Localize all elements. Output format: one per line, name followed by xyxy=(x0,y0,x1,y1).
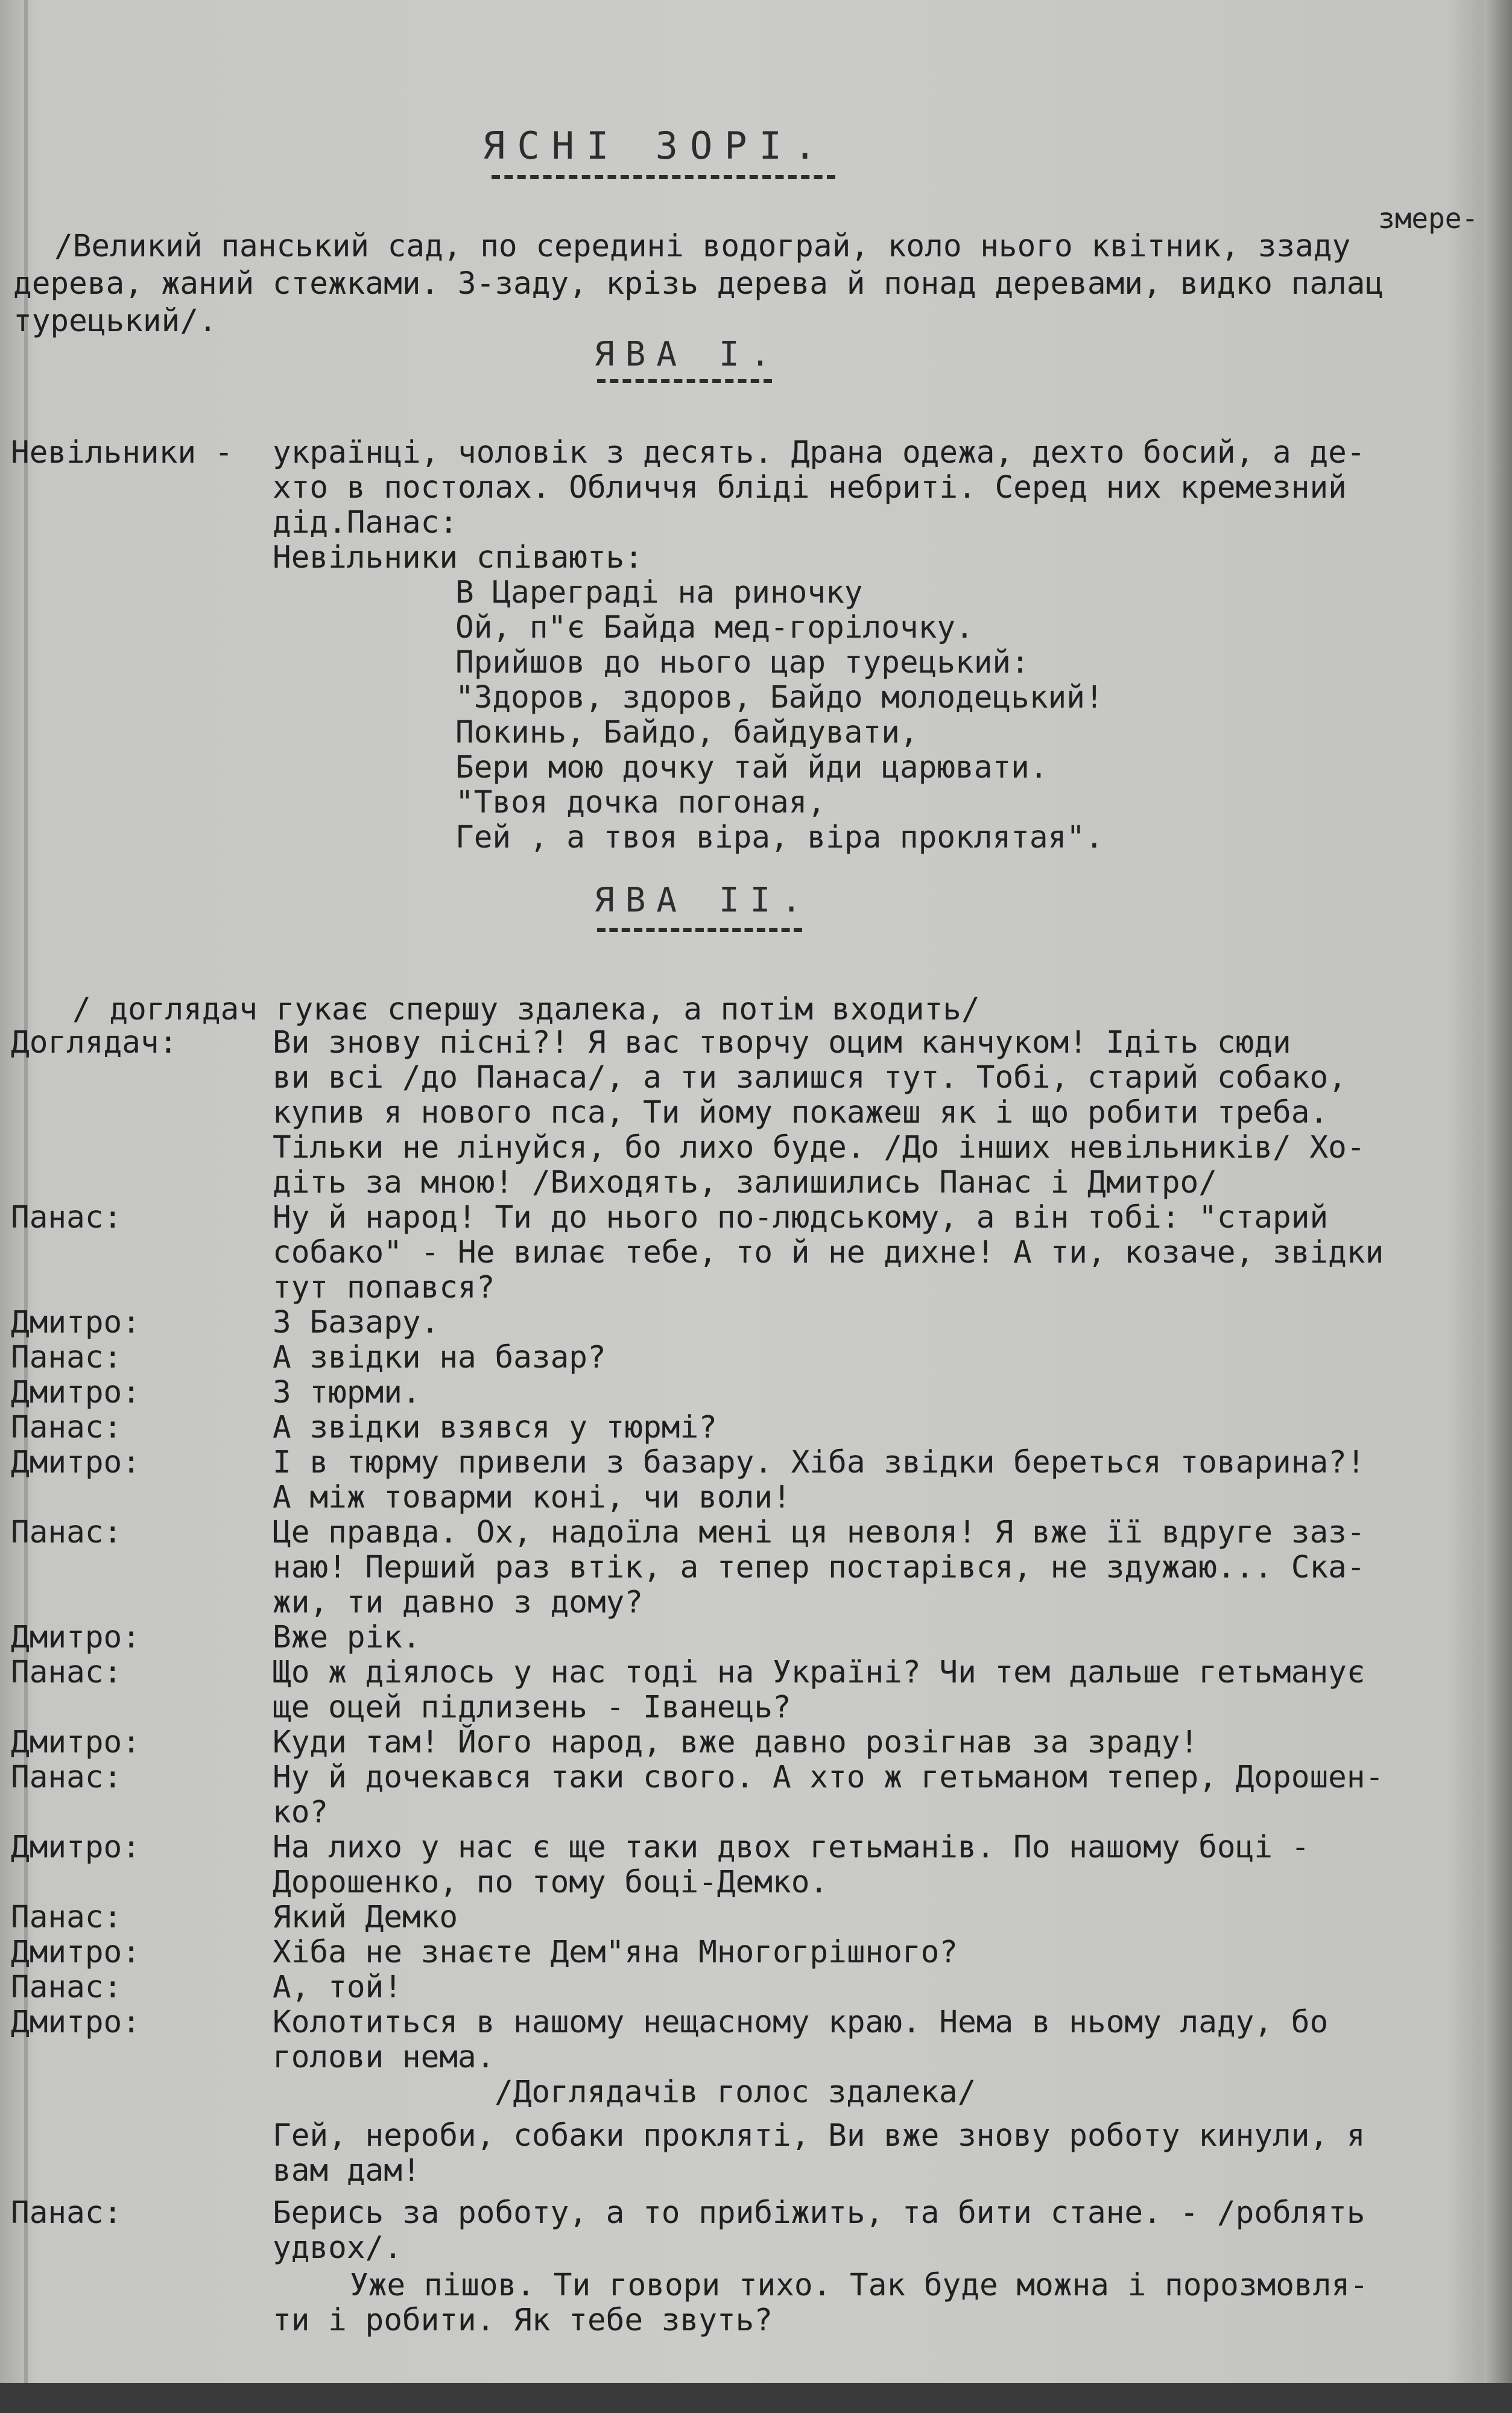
stage-direction-1: / доглядач гукає спершу здалека, а потім входить/ xyxy=(72,992,980,1027)
speech-1-line-5: діть за мною! /Виходять, залишились Панас і Дмитро/ xyxy=(273,1165,1217,1200)
speech-5: З тюрми. xyxy=(273,1375,421,1410)
song-line-1: В Цареграді на риночку xyxy=(455,575,863,610)
speech-1-line-4: Тільки не лінуйся, бо лихо буде. /До інших невільників/ Хо- xyxy=(273,1130,1365,1165)
speech-17-line-2: голови нема. xyxy=(273,2040,495,2075)
speaker-panas: Панас: xyxy=(11,1655,122,1690)
speaker-panas: Панас: xyxy=(11,1900,122,1935)
speech-8-line-2: наю! Перший раз втік, а тепер постарівся, не здужаю... Ска- xyxy=(273,1550,1365,1585)
speech-3: З Базару. xyxy=(273,1305,440,1340)
scene1-underline xyxy=(597,379,772,383)
song-line-5: Покинь, Байдо, байдувати, xyxy=(455,715,919,750)
speech-1-line-2: ви всі /до Панаса/, а ти залишся тут. Тобі, старий собако, xyxy=(273,1060,1347,1096)
speech-7-line-1: І в тюрму привели з базару. Хіба звідки береться товарина?! xyxy=(273,1445,1365,1480)
scene1-desc-3: дід.Панас: xyxy=(273,505,458,541)
speaker-dmytro: Дмитро: xyxy=(11,1725,141,1760)
speaker-dmytro: Дмитро: xyxy=(11,1305,141,1340)
speech-12-line-2: ко? xyxy=(273,1795,329,1830)
speech-12-line-1: Ну й дочекався таки свого. А хто ж гетьманом тепер, Дорошен- xyxy=(273,1760,1384,1795)
song-line-3: Прийшов до нього цар турецький: xyxy=(455,645,1030,680)
scene2-underline xyxy=(597,928,802,932)
speech-1-line-3: купив я нового пса, Ти йому покажеш як і що робити треба. xyxy=(273,1095,1329,1130)
stage-direction-2: /Доглядачів голос здалека/ xyxy=(495,2075,976,2110)
page-bottom-edge xyxy=(0,2383,1512,2413)
scene1-desc-1: українці, чоловік з десять. Драна одежа, дехто босий, а де- xyxy=(273,435,1365,471)
speaker-panas: Панас: xyxy=(11,1760,122,1795)
page-right-edge xyxy=(1484,0,1512,2413)
speech-20-line-1: Уже пішов. Ти говори тихо. Так буде можна і порозмовля- xyxy=(350,2268,1368,2303)
document-title: ЯСНІ ЗОРІ. xyxy=(482,124,829,168)
speech-15: Хіба не знаєте Дем"яна Многогрішного? xyxy=(273,1935,958,1970)
speech-10-line-2: ще оцей підлизень - Іванець? xyxy=(273,1690,791,1725)
speaker-dmytro: Дмитро: xyxy=(11,1830,141,1865)
speech-20-line-2: ти і робити. Як тебе звуть? xyxy=(273,2303,773,2338)
speaker-panas: Панас: xyxy=(11,2195,122,2231)
speech-1-line-1: Ви знову пісні?! Я вас творчу оцим канчуком! Ідіть сюди xyxy=(273,1025,1291,1061)
speaker-dmytro: Дмитро: xyxy=(11,2005,141,2040)
speech-18-line-1: Гей, нероби, собаки прокляті, Ви вже знову роботу кинули, я xyxy=(273,2118,1365,2154)
speaker-panas: Панас: xyxy=(11,1410,122,1445)
speaker-dmytro: Дмитро: xyxy=(11,1375,141,1410)
speaker-dogliadach: Доглядач: xyxy=(11,1025,178,1061)
speech-2-line-3: тут попався? xyxy=(273,1270,495,1305)
speech-10-line-1: Що ж діялось у нас тоді на Україні? Чи тем дальше гетьманує xyxy=(273,1655,1365,1690)
speech-2-line-1: Ну й народ! Ти до нього по-людському, а він тобі: "старий xyxy=(273,1200,1329,1235)
speech-11: Куди там! Його народ, вже давно розігнав за зраду! xyxy=(273,1725,1199,1760)
speech-13-line-2: Дорошенко, по тому боці-Демко. xyxy=(273,1865,829,1900)
speech-7-line-2: А між товарми коні, чи воли! xyxy=(273,1480,791,1515)
speech-8-line-1: Це правда. Ох, надоїла мені ця неволя! Я вже її вдруге заз- xyxy=(273,1515,1365,1550)
song-line-8: Гей , а твоя віра, віра проклятая". xyxy=(455,820,1104,855)
song-line-2: Ой, п"є Байда мед-горілочку. xyxy=(455,610,974,645)
speech-16: А, той! xyxy=(273,1970,402,2005)
speech-18-line-2: вам дам! xyxy=(273,2153,421,2189)
scene1-desc-2: хто в постолах. Обличчя бліді небриті. Серед них кремезний xyxy=(273,470,1347,506)
intro-line-2: дерева, жаний стежками. З-заду, крізь дерева й понад деревами, видко палац xyxy=(13,266,1384,302)
scene1-heading: ЯВА І. xyxy=(594,335,782,374)
scene1-desc-4: Невільники співають: xyxy=(273,540,644,576)
intro-line-1: /Великий панський сад, по середині водограй, коло нього квітник, ззаду xyxy=(54,229,1351,264)
speech-9: Вже рік. xyxy=(273,1620,421,1655)
margin-note: змере- xyxy=(1378,202,1479,235)
speech-6: А звідки взявся у тюрмі? xyxy=(273,1410,717,1445)
speaker-dmytro: Дмитро: xyxy=(11,1935,141,1970)
speaker-dmytro: Дмитро: xyxy=(11,1620,141,1655)
speaker-panas: Панас: xyxy=(11,1970,122,2005)
speech-8-line-3: жи, ти давно з дому? xyxy=(273,1585,644,1620)
speech-4: А звідки на базар? xyxy=(273,1340,606,1375)
speech-19-line-1: Берись за роботу, а то прибіжить, та бити стане. - /роблять xyxy=(273,2195,1365,2231)
song-line-4: "Здоров, здоров, Байдо молодецький! xyxy=(455,680,1104,715)
scene1-speaker: Невільники - xyxy=(11,435,233,471)
intro-line-3: турецький/. xyxy=(13,303,217,339)
song-line-6: Бери мою дочку тай йди царювати. xyxy=(455,750,1048,785)
scene2-heading: ЯВА ІІ. xyxy=(594,881,813,920)
speech-14: Який Демко xyxy=(273,1900,458,1935)
speaker-dmytro: Дмитро: xyxy=(11,1445,141,1480)
speaker-panas: Панас: xyxy=(11,1200,122,1235)
speaker-panas: Панас: xyxy=(11,1515,122,1550)
speech-13-line-1: На лихо у нас є ще таки двох гетьманів. По нашому боці - xyxy=(273,1830,1310,1865)
song-line-7: "Твоя дочка погоная, xyxy=(455,785,826,820)
speech-17-line-1: Колотиться в нашому нещасному краю. Нема в ньому ладу, бо xyxy=(273,2005,1329,2040)
speech-2-line-2: собако" - Не вилає тебе, то й не дихне! А ти, козаче, звідки xyxy=(273,1235,1384,1270)
speech-19-line-2: удвох/. xyxy=(273,2230,402,2266)
speaker-panas: Панас: xyxy=(11,1340,122,1375)
title-underline xyxy=(492,175,835,179)
